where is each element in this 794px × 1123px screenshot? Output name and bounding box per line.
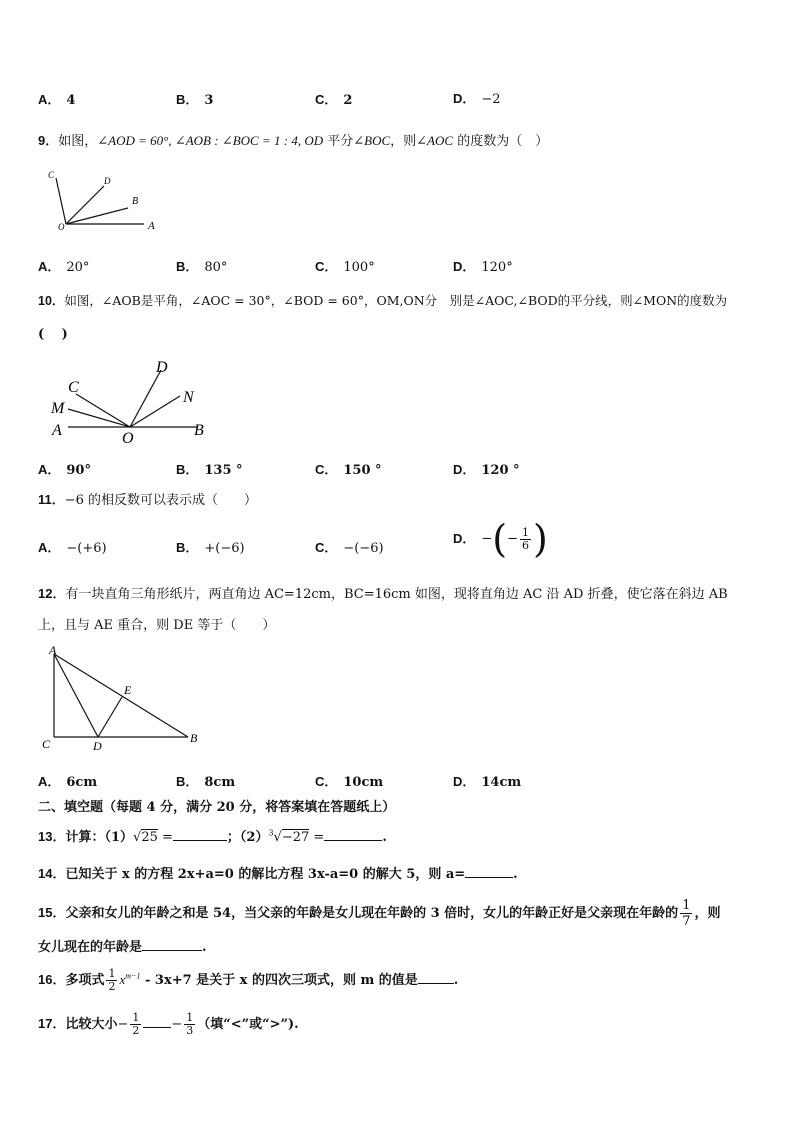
- q16-stem: 16．多项式 $\frac{1}{2}$ $x^{m-1} - 3x+7$ 是关于 x 的四次三项式，则 m 的值是 .: [38, 967, 459, 993]
- section-2-title: 二、填空题（每题 4 分，满分 20 分，将答案填在答题纸上）: [38, 800, 396, 815]
- q10-option-d: D． 120 °: [453, 462, 520, 478]
- q9-label-o: O: [58, 222, 65, 232]
- q12-option-c: C． 10cm: [315, 774, 384, 790]
- q10-option-c: C． 150 °: [315, 462, 382, 478]
- q11-option-c: C． −(−6): [315, 540, 384, 556]
- q14-stem: 14．已知关于 x 的方程 2x+a=0 的解比方程 3x-a=0 的解大 5，则 a= .: [38, 866, 518, 882]
- q9-stem: 9．如图，∠AOD = 60°, ∠AOB : ∠BOC = 1 : 4, OD 平分∠BOC，则∠AOC 的度数为（ ）: [38, 133, 549, 149]
- q12-label-b: B: [190, 731, 198, 745]
- q16-blank: [418, 971, 454, 984]
- q10-option-b: B． 135 °: [176, 462, 243, 478]
- q12-line-1: 12．有一块直角三角形纸片，两直角边 AC=12cm，BC=16cm 如图，现将直角边 AC 沿 AD 折叠，使它落在斜边 AB: [38, 586, 728, 602]
- q13-stem: 13．计算：（1）√25 = ；$(2)^3√-27$ = .: [38, 828, 387, 845]
- q10-label-o: O: [122, 430, 134, 446]
- q17-stem: 17．比较大小− $\frac{1}{2}$ − $\frac{1}{3}$ （填“<”或“>”).: [38, 1011, 299, 1037]
- q8-option-b: B． 3: [176, 92, 214, 108]
- q12-option-b: B． 8cm: [176, 774, 236, 790]
- q11-option-b: B． +(−6): [176, 540, 245, 556]
- q15-line-1: 15．父亲和女儿的年龄之和是 54，当父亲的年龄是女儿现在年龄的 3 倍时，女儿的年龄正好是父亲现在年龄的 $\frac{1}{7}$ ，则: [38, 898, 721, 929]
- q11-stem: 11．−6 的相反数可以表示成（ ）: [38, 492, 258, 508]
- q10-label-a: A: [52, 422, 62, 439]
- q12-label-a: A: [49, 643, 57, 657]
- q9-label-a: A: [148, 220, 155, 232]
- q12-option-d: D． 14cm: [453, 774, 522, 790]
- q13-blank-1: [173, 828, 227, 841]
- q13-blank-2: [324, 828, 382, 841]
- q8-option-d: D． −2: [453, 91, 501, 107]
- q9-label-b: B: [132, 196, 139, 207]
- q9-angle-figure: [44, 166, 174, 236]
- q10-label-m: M: [51, 400, 65, 417]
- q9-option-a: A． 20°: [38, 259, 90, 275]
- q8-option-a: A． 4: [38, 92, 76, 108]
- q17-blank: [143, 1015, 171, 1028]
- q10-angle-figure: [48, 354, 218, 446]
- q9-option-c: C． 100°: [315, 259, 375, 275]
- q8-option-c: C． 2: [315, 92, 353, 108]
- q9-option-d: D． 120°: [453, 259, 513, 275]
- q11-option-d: D． −(− $\frac{1}{6}$ ): [453, 517, 548, 561]
- q12-option-a: A． 6cm: [38, 774, 98, 790]
- q12-triangle-figure: [40, 642, 210, 754]
- q15-line-2: 女儿现在的年龄是 .: [38, 940, 207, 955]
- q14-blank: [465, 865, 513, 878]
- q12-label-c: C: [42, 737, 51, 751]
- q12-label-d: D: [93, 739, 102, 753]
- q10-label-c: C: [68, 379, 79, 396]
- q12-line-2: 上，且与 AE 重合，则 DE 等于（ ）: [38, 618, 276, 633]
- q10-label-d: D: [156, 359, 168, 376]
- q11-option-a: A． −(+6): [38, 540, 107, 556]
- q9-label-c: C: [48, 170, 55, 180]
- q10-paren: ( ): [38, 327, 68, 342]
- q12-label-e: E: [124, 683, 132, 697]
- q10-option-a: A． 90°: [38, 462, 91, 478]
- q15-blank: [142, 938, 202, 951]
- q9-option-b: B． 80°: [176, 259, 228, 275]
- q10-label-n: N: [183, 389, 194, 406]
- q10-label-b: B: [194, 422, 204, 439]
- q10-stem: 10．如图，∠AOB是平角，∠AOC = 30°，∠BOD = 60°，OM,ON分 别是∠AOC,∠BOD的平分线，则∠MON的度数为: [38, 293, 728, 308]
- q9-label-d: D: [104, 176, 111, 186]
